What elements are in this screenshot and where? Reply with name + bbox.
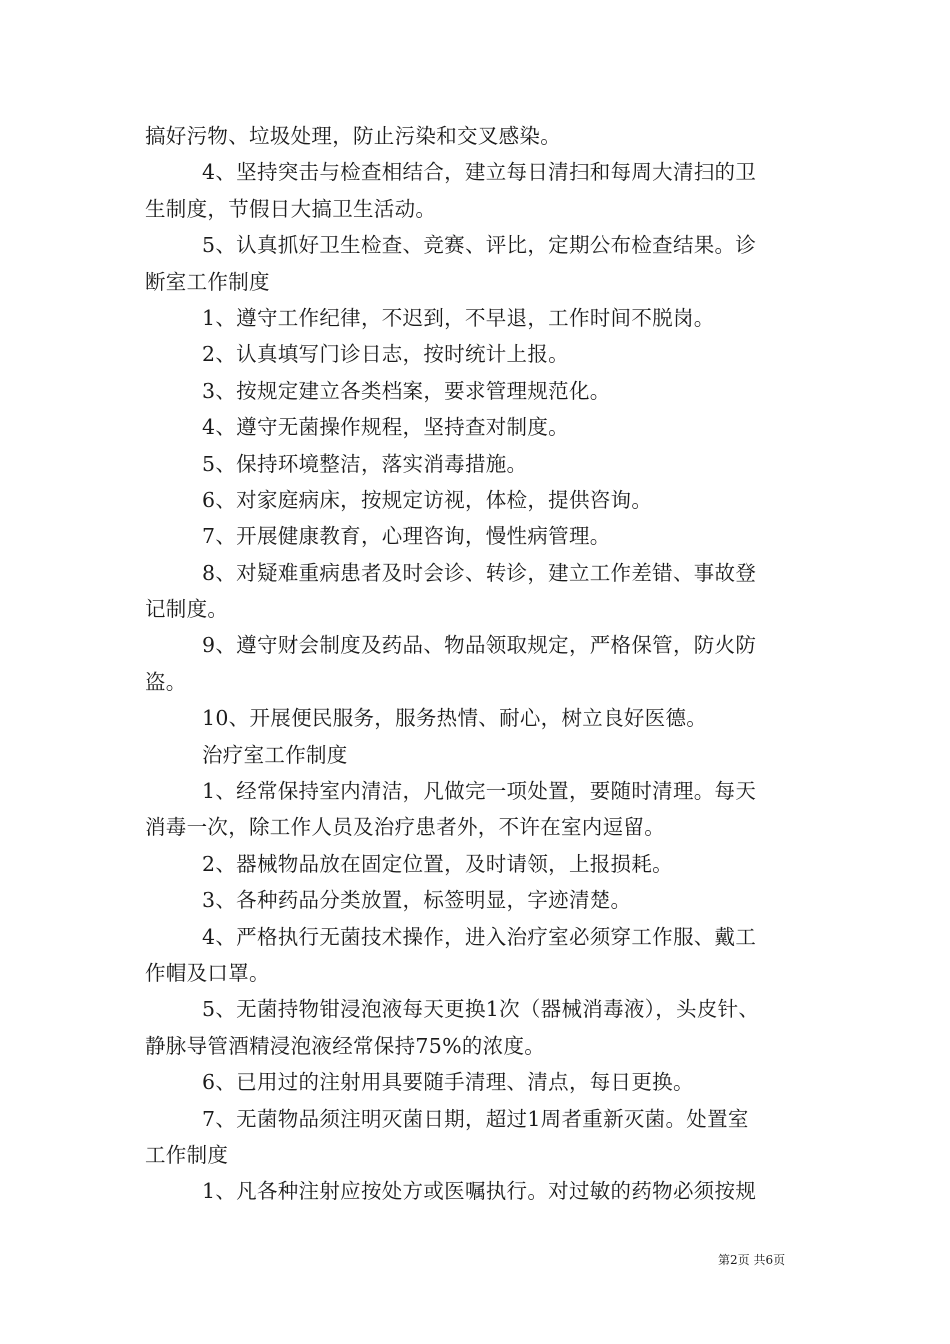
text-line: 生制度，节假日大搞卫生活动。	[145, 196, 437, 221]
text-line: 7、开展健康教育，心理咨询，慢性病管理。	[202, 524, 611, 549]
text-line: 工作制度	[145, 1142, 229, 1167]
text-line: 作帽及口罩。	[145, 960, 270, 985]
text-line: 5、认真抓好卫生检查、竞赛、评比，定期公布检查结果。诊	[202, 233, 757, 258]
text-line: 9、遵守财会制度及药品、物品领取规定，严格保管，防火防	[202, 633, 757, 658]
text-line: 3、按规定建立各类档案，要求管理规范化。	[202, 378, 611, 403]
text-line: 2、器械物品放在固定位置，及时请领，上报损耗。	[202, 851, 673, 876]
text-line: 2、认真填写门诊日志，按时统计上报。	[202, 342, 569, 367]
text-line: 3、各种药品分类放置，标签明显，字迹清楚。	[202, 888, 632, 913]
text-line: 1、经常保持室内清洁，凡做完一项处置，要随时清理。每天	[202, 779, 757, 804]
text-line: 消毒一次，除工作人员及治疗患者外，不许在室内逗留。	[145, 815, 665, 840]
document-body	[145, 118, 825, 1210]
text-line: 盗。	[145, 669, 187, 694]
text-line: 1、凡各种注射应按处方或医嘱执行。对过敏的药物必须按规	[202, 1179, 757, 1204]
text-line: 静脉导管酒精浸泡液经常保持75%的浓度。	[145, 1033, 546, 1058]
text-line: 6、对家庭病床，按规定访视，体检，提供咨询。	[202, 487, 653, 512]
text-line: 7、无菌物品须注明灭菌日期，超过1周者重新灭菌。处置室	[202, 1106, 749, 1131]
text-line: 5、无菌持物钳浸泡液每天更换1次（器械消毒液），头皮针、	[202, 997, 760, 1022]
text-line: 8、对疑难重病患者及时会诊、转诊，建立工作差错、事故登	[202, 560, 757, 585]
text-line: 1、遵守工作纪律，不迟到，不早退，工作时间不脱岗。	[202, 305, 715, 330]
page-number: 第2页 共6页	[718, 1253, 786, 1267]
text-line: 治疗室工作制度	[202, 742, 348, 767]
text-line: 4、严格执行无菌技术操作，进入治疗室必须穿工作服、戴工	[202, 924, 757, 949]
text-line: 4、遵守无菌操作规程，坚持查对制度。	[202, 415, 569, 440]
text-line: 搞好污物、垃圾处理，防止污染和交叉感染。	[145, 124, 561, 148]
text-line: 4、坚持突击与检查相结合，建立每日清扫和每周大清扫的卫	[202, 160, 757, 185]
text-line: 10、开展便民服务，服务热情、耐心，树立良好医德。	[202, 706, 708, 731]
text-line: 记制度。	[145, 597, 229, 622]
text-line: 6、已用过的注射用具要随手清理、清点，每日更换。	[202, 1070, 694, 1095]
text-line: 断室工作制度	[145, 269, 270, 294]
text-line: 5、保持环境整洁，落实消毒措施。	[202, 451, 528, 476]
